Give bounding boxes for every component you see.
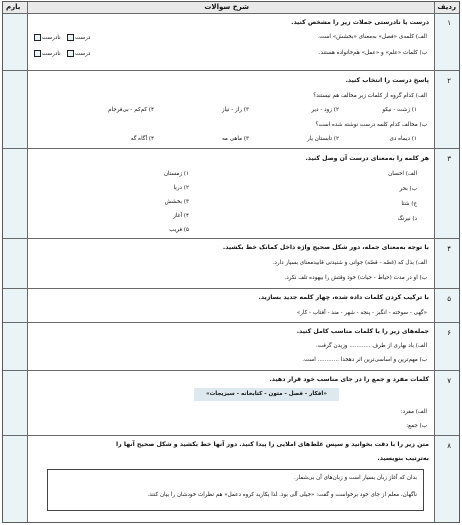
header-number: ردیف (437, 3, 456, 11)
question-title: با ترکیب کردن کلمات داده شده، چهار کلمه جدید بسازید. (258, 294, 429, 301)
singular-label: الف) مفرد: (400, 409, 427, 415)
answer-options-b: درست نادرست (33, 50, 90, 57)
question-number: ٧ (447, 377, 451, 385)
match-left-4: ۴) آغاز (173, 213, 189, 219)
option-b2: ٢) تابستان یار (306, 136, 339, 142)
header-score: بارم (6, 3, 21, 11)
question-2 (3, 71, 459, 149)
question-title: هر کلمه را به‌معنای درست آن وصل کنید. (305, 155, 429, 162)
option-b1: ١) دیماه دی (389, 136, 417, 142)
question-number: ٣ (447, 155, 451, 163)
question-4 (3, 239, 459, 289)
plural-label: ب) جمع: (406, 423, 427, 429)
match-left-1: ١) زمستان (163, 171, 189, 177)
option-a4: ۴) کم‌کم - بی‌فرجام (108, 107, 154, 113)
question-number: ۴ (447, 245, 451, 253)
match-left-2: ٢) دریا (173, 185, 189, 191)
match-right-2: ب) بحر (399, 186, 417, 192)
option-a3: ٣) راز - نیاز (221, 107, 249, 113)
question-title-line-2: به‌ترتیب بنویسید. (377, 455, 429, 462)
question-title: درست یا نادرستی جملات زیر را مشخص کنید. (291, 19, 429, 26)
sentence-b: ب) او در مدت (حیاط - حیات) خود وقتش را بیهوده تلف نکرد. (284, 275, 427, 281)
question-number: ١ (447, 19, 451, 27)
word-list: «گهی - سوخته - انگبز - پنجه - شهر - مند - آفتاب - کار» (296, 310, 427, 316)
passage-line-1: بدان که آغاز زبان بسیار است و زبان‌های آن بی‌شمار. (294, 475, 417, 481)
option-a2: ٢) زود - دیر (311, 107, 339, 113)
header-questions: شرح سوالات (204, 3, 249, 11)
question-title: جمله‌های زیر را با کلمات مناسب کامل کنید. (296, 328, 429, 335)
question-8 (3, 436, 459, 523)
option-a1: ١) زشت - نیکو (382, 107, 417, 113)
match-right-4: د) نیرنگ (397, 216, 417, 222)
answer-options-a: درست نادرست (33, 34, 90, 41)
passage-line-2: ناگهان، معلم از جای خود برخواست و گفت: «خیلی آلی بود. لذا بکارید کروه دعمل» هم نظرات خودشان را بیان کنند. (147, 492, 417, 498)
question-6 (3, 323, 459, 371)
question-7 (3, 371, 459, 436)
question-title: با توجه به‌معنای جمله، دور شکل صحیح واژه داخل کمانک خط بکشید. (222, 244, 429, 251)
question-number: ٢ (447, 77, 451, 85)
statement-a: الف) کلمه‌ی «فصل» به‌معنای «بخشش» است. (317, 34, 427, 40)
word-banner: «افکار - فصل - متون - کتابخانه - سبزیجات» (194, 388, 339, 401)
match-left-3: ٣) بخشش (164, 199, 189, 205)
checkbox-true-b[interactable] (67, 50, 74, 57)
question-title-line-1: متن زیر را با دقت بخوانید و سپس غلط‌های املایی را پیدا کنید. دور آنها خط بکشید و شکل صحیح آنها را (116, 441, 429, 448)
sentence-a: الف) بذل که (غصّه - قصّه) جوانی و شنیدنی قابیدمعنای بسیار دارد. (272, 260, 427, 266)
sub-question-b: ب) مخالف کدام کلمه درست نوشته شده است؟ (315, 122, 427, 128)
question-title: کلمات مفرد و جمع را در جای مناسب خود قرار دهید. (269, 376, 429, 383)
question-number: ٨ (447, 442, 451, 450)
question-1 (3, 13, 459, 71)
match-right-1: الف) احسان (388, 171, 417, 177)
statement-b: ب) کلمات «علم» و «عمل» هم‌خانواده هستند. (318, 50, 427, 56)
checkbox-true-a[interactable] (67, 34, 74, 41)
match-right-3: ج) شتا (401, 201, 417, 207)
question-3 (3, 149, 459, 239)
checkbox-false-b[interactable] (34, 50, 41, 57)
match-left-5: ۵) فریب (169, 227, 189, 233)
exam-sheet (2, 1, 460, 523)
question-title: پاسخ درست را انتخاب کنید. (345, 77, 429, 84)
option-b4: ۴) آگاه گه (130, 136, 154, 142)
question-number: ۶ (447, 329, 451, 337)
question-5 (3, 289, 459, 323)
sentence-a: الف) باد بهاری از طرف ............ وزیدن گرفت. (316, 343, 427, 349)
sub-question-a: الف) کدام گروه از کلمات زیر مخالف هم نیستند؟ (313, 93, 427, 99)
option-b3: ٣) ماهی مه (221, 136, 249, 142)
question-number: ۵ (447, 295, 451, 303)
checkbox-false-a[interactable] (34, 34, 41, 41)
sentence-b: ب) مهم‌ترین و اساسی‌ترین اثر دهخدا ............ است. (302, 357, 427, 363)
passage-box (47, 469, 424, 511)
